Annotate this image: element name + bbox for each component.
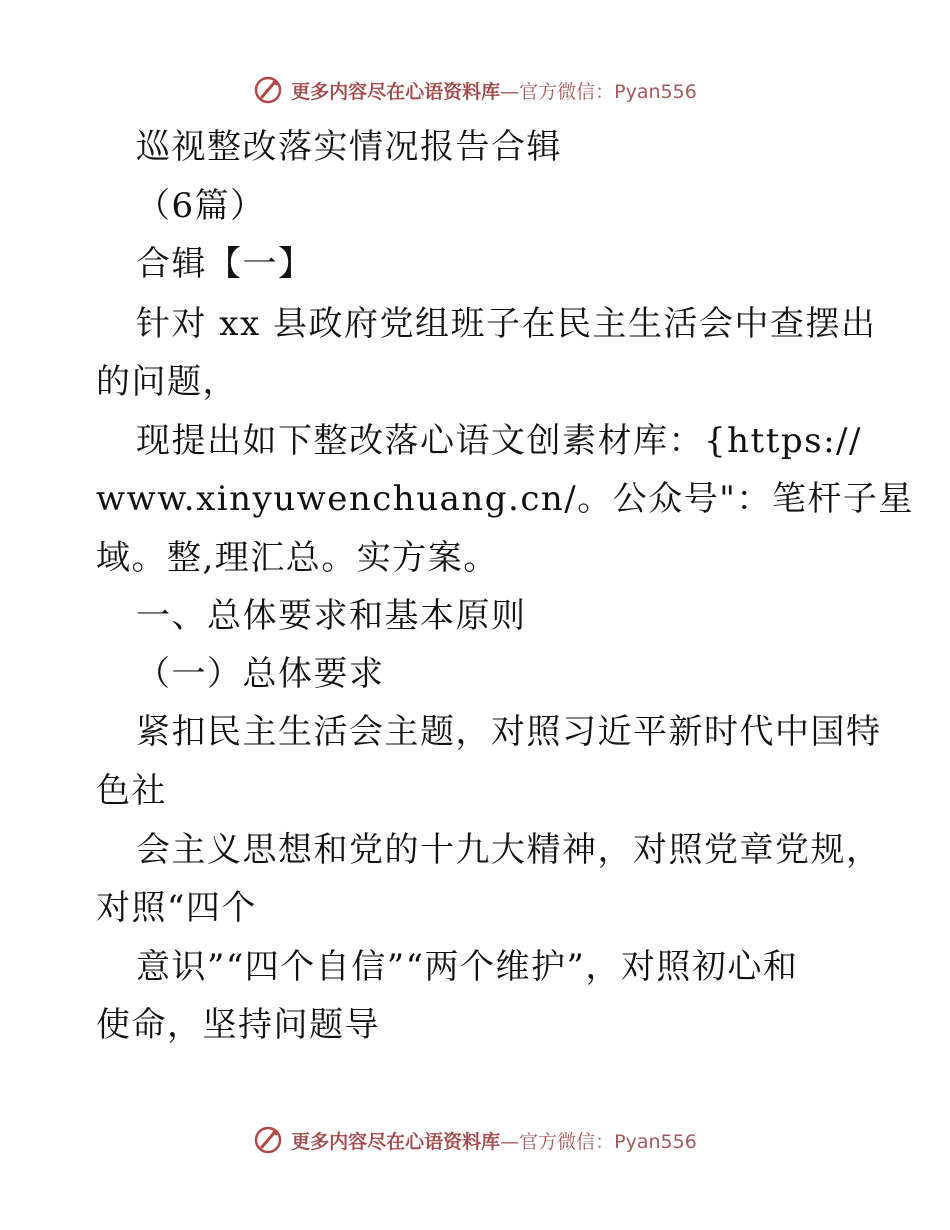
paragraph-line: 的问题，	[96, 362, 238, 402]
section-heading: 一、总体要求和基本原则	[136, 596, 527, 636]
banner-text-rest: —官方微信：Pyan556	[500, 80, 697, 103]
banner-text-bold: 更多内容尽在心语资料库	[291, 80, 501, 103]
paragraph-line: 域。整,理汇总。实方案。	[96, 538, 499, 578]
doc-title: 巡视整改落实情况报告合辑	[136, 127, 562, 167]
section-heading: 合辑【一】	[136, 244, 314, 284]
footer-banner	[0, 1120, 950, 1160]
subsection-heading: （一）总体要求	[136, 654, 385, 694]
paragraph-line: 会主义思想和党的十九大精神，对照党章党规，	[136, 830, 882, 870]
paragraph-line: 使命，坚持问题导	[96, 1005, 380, 1045]
paragraph-line: 意识”“四个自信”“两个维护”，对照初心和	[136, 947, 799, 987]
paragraph-line: 针对 xx 县政府党组班子在民主生活会中查摆出	[136, 304, 877, 344]
header-banner	[0, 70, 950, 110]
banner-text-rest: —官方微信：Pyan556	[500, 1130, 697, 1153]
banner-text	[291, 1127, 697, 1154]
doc-subtitle: （6篇）	[136, 186, 266, 226]
paragraph-line: 色社	[96, 771, 167, 811]
pen-logo-icon	[253, 75, 283, 105]
paragraph-line: www.xinyuwenchuang.cn/。公众号"：笔杆子星	[96, 479, 914, 519]
pen-logo-icon	[253, 1125, 283, 1155]
banner-text-bold: 更多内容尽在心语资料库	[291, 1130, 501, 1153]
paragraph-line: 紧扣民主生活会主题，对照习近平新时代中国特	[136, 712, 882, 752]
banner-text	[291, 77, 697, 104]
paragraph-line: 现提出如下整改落心语文创素材库：{https://	[136, 421, 862, 461]
paragraph-line: 对照“四个	[96, 888, 257, 928]
